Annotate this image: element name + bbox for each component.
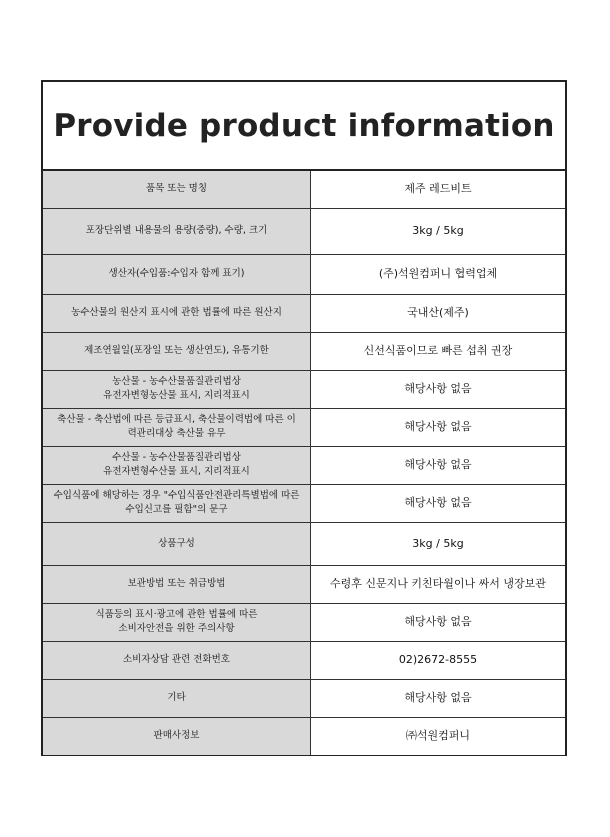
row-label: 상품구성 (43, 522, 311, 565)
row-value: 국내산(제주) (311, 294, 566, 332)
row-label-line: 수입신고를 필함"의 문구 (125, 504, 228, 515)
table-row (43, 446, 565, 484)
row-label (43, 484, 311, 522)
row-value: 해당사항 없음 (311, 370, 566, 408)
table-row (43, 717, 565, 755)
row-value: 해당사항 없음 (311, 603, 566, 641)
table-row (43, 641, 565, 679)
row-label-line: 수입식품에 해당하는 경우 "수입식품안전관리특별법에 따른 (53, 490, 300, 502)
row-value: 수령후 신문지나 키친타월이나 싸서 냉장보관 (311, 565, 566, 603)
row-label-line: 소비자안전을 위한 주의사항 (118, 623, 235, 634)
row-label-line: 농산물 - 농수산물품질관리법상 (112, 376, 241, 388)
table-row (43, 208, 565, 254)
row-label (43, 603, 311, 641)
row-value: 해당사항 없음 (311, 408, 566, 446)
row-label-line: 유전자변형수산물 표시, 지리적표시 (103, 466, 250, 477)
row-value: 02)2672-8555 (311, 641, 566, 679)
row-label: 생산자(수입품:수입자 함께 표기) (43, 254, 311, 294)
row-value: ㈜석원컴퍼니 (311, 717, 566, 755)
row-value: 3kg / 5kg (311, 208, 566, 254)
page-title: Provide product information (43, 82, 565, 171)
table-row (43, 484, 565, 522)
row-value: 해당사항 없음 (311, 484, 566, 522)
row-label (43, 370, 311, 408)
table-row (43, 408, 565, 446)
product-info-table (43, 171, 565, 755)
table-row (43, 171, 565, 208)
table-row (43, 254, 565, 294)
row-label (43, 408, 311, 446)
row-label: 보관방법 또는 취급방법 (43, 565, 311, 603)
row-label: 포장단위별 내용물의 용량(중량), 수량, 크기 (43, 208, 311, 254)
row-value: 신선식품이므로 빠른 섭취 권장 (311, 332, 566, 370)
table-row (43, 565, 565, 603)
row-value: (주)석원컴퍼니 협력업체 (311, 254, 566, 294)
row-label: 판매사정보 (43, 717, 311, 755)
row-label-line: 유전자변형농산물 표시, 지리적표시 (103, 390, 250, 401)
row-value: 해당사항 없음 (311, 446, 566, 484)
row-value: 제주 레드비트 (311, 171, 566, 208)
row-value: 해당사항 없음 (311, 679, 566, 717)
table-row (43, 294, 565, 332)
table-row (43, 522, 565, 565)
table-row (43, 679, 565, 717)
row-label (43, 446, 311, 484)
row-value: 3kg / 5kg (311, 522, 566, 565)
row-label: 소비자상담 관련 전화번호 (43, 641, 311, 679)
row-label: 농수산물의 원산지 표시에 관한 법률에 따른 원산지 (43, 294, 311, 332)
row-label-line: 수산물 - 농수산물품질관리법상 (112, 452, 241, 464)
row-label: 품목 또는 명칭 (43, 171, 311, 208)
table-row (43, 370, 565, 408)
row-label-line: 식품등의 표시·광고에 관한 법률에 따른 (95, 609, 258, 621)
row-label-line: 축산물 - 축산법에 따른 등급표시, 축산물이력법에 따른 이 (57, 414, 296, 426)
row-label-line: 력관리대상 축산물 유무 (127, 428, 226, 439)
product-info-sheet (41, 80, 567, 756)
table-row (43, 332, 565, 370)
row-label: 기타 (43, 679, 311, 717)
table-row (43, 603, 565, 641)
row-label: 제조연월일(포장일 또는 생산연도), 유통기한 (43, 332, 311, 370)
